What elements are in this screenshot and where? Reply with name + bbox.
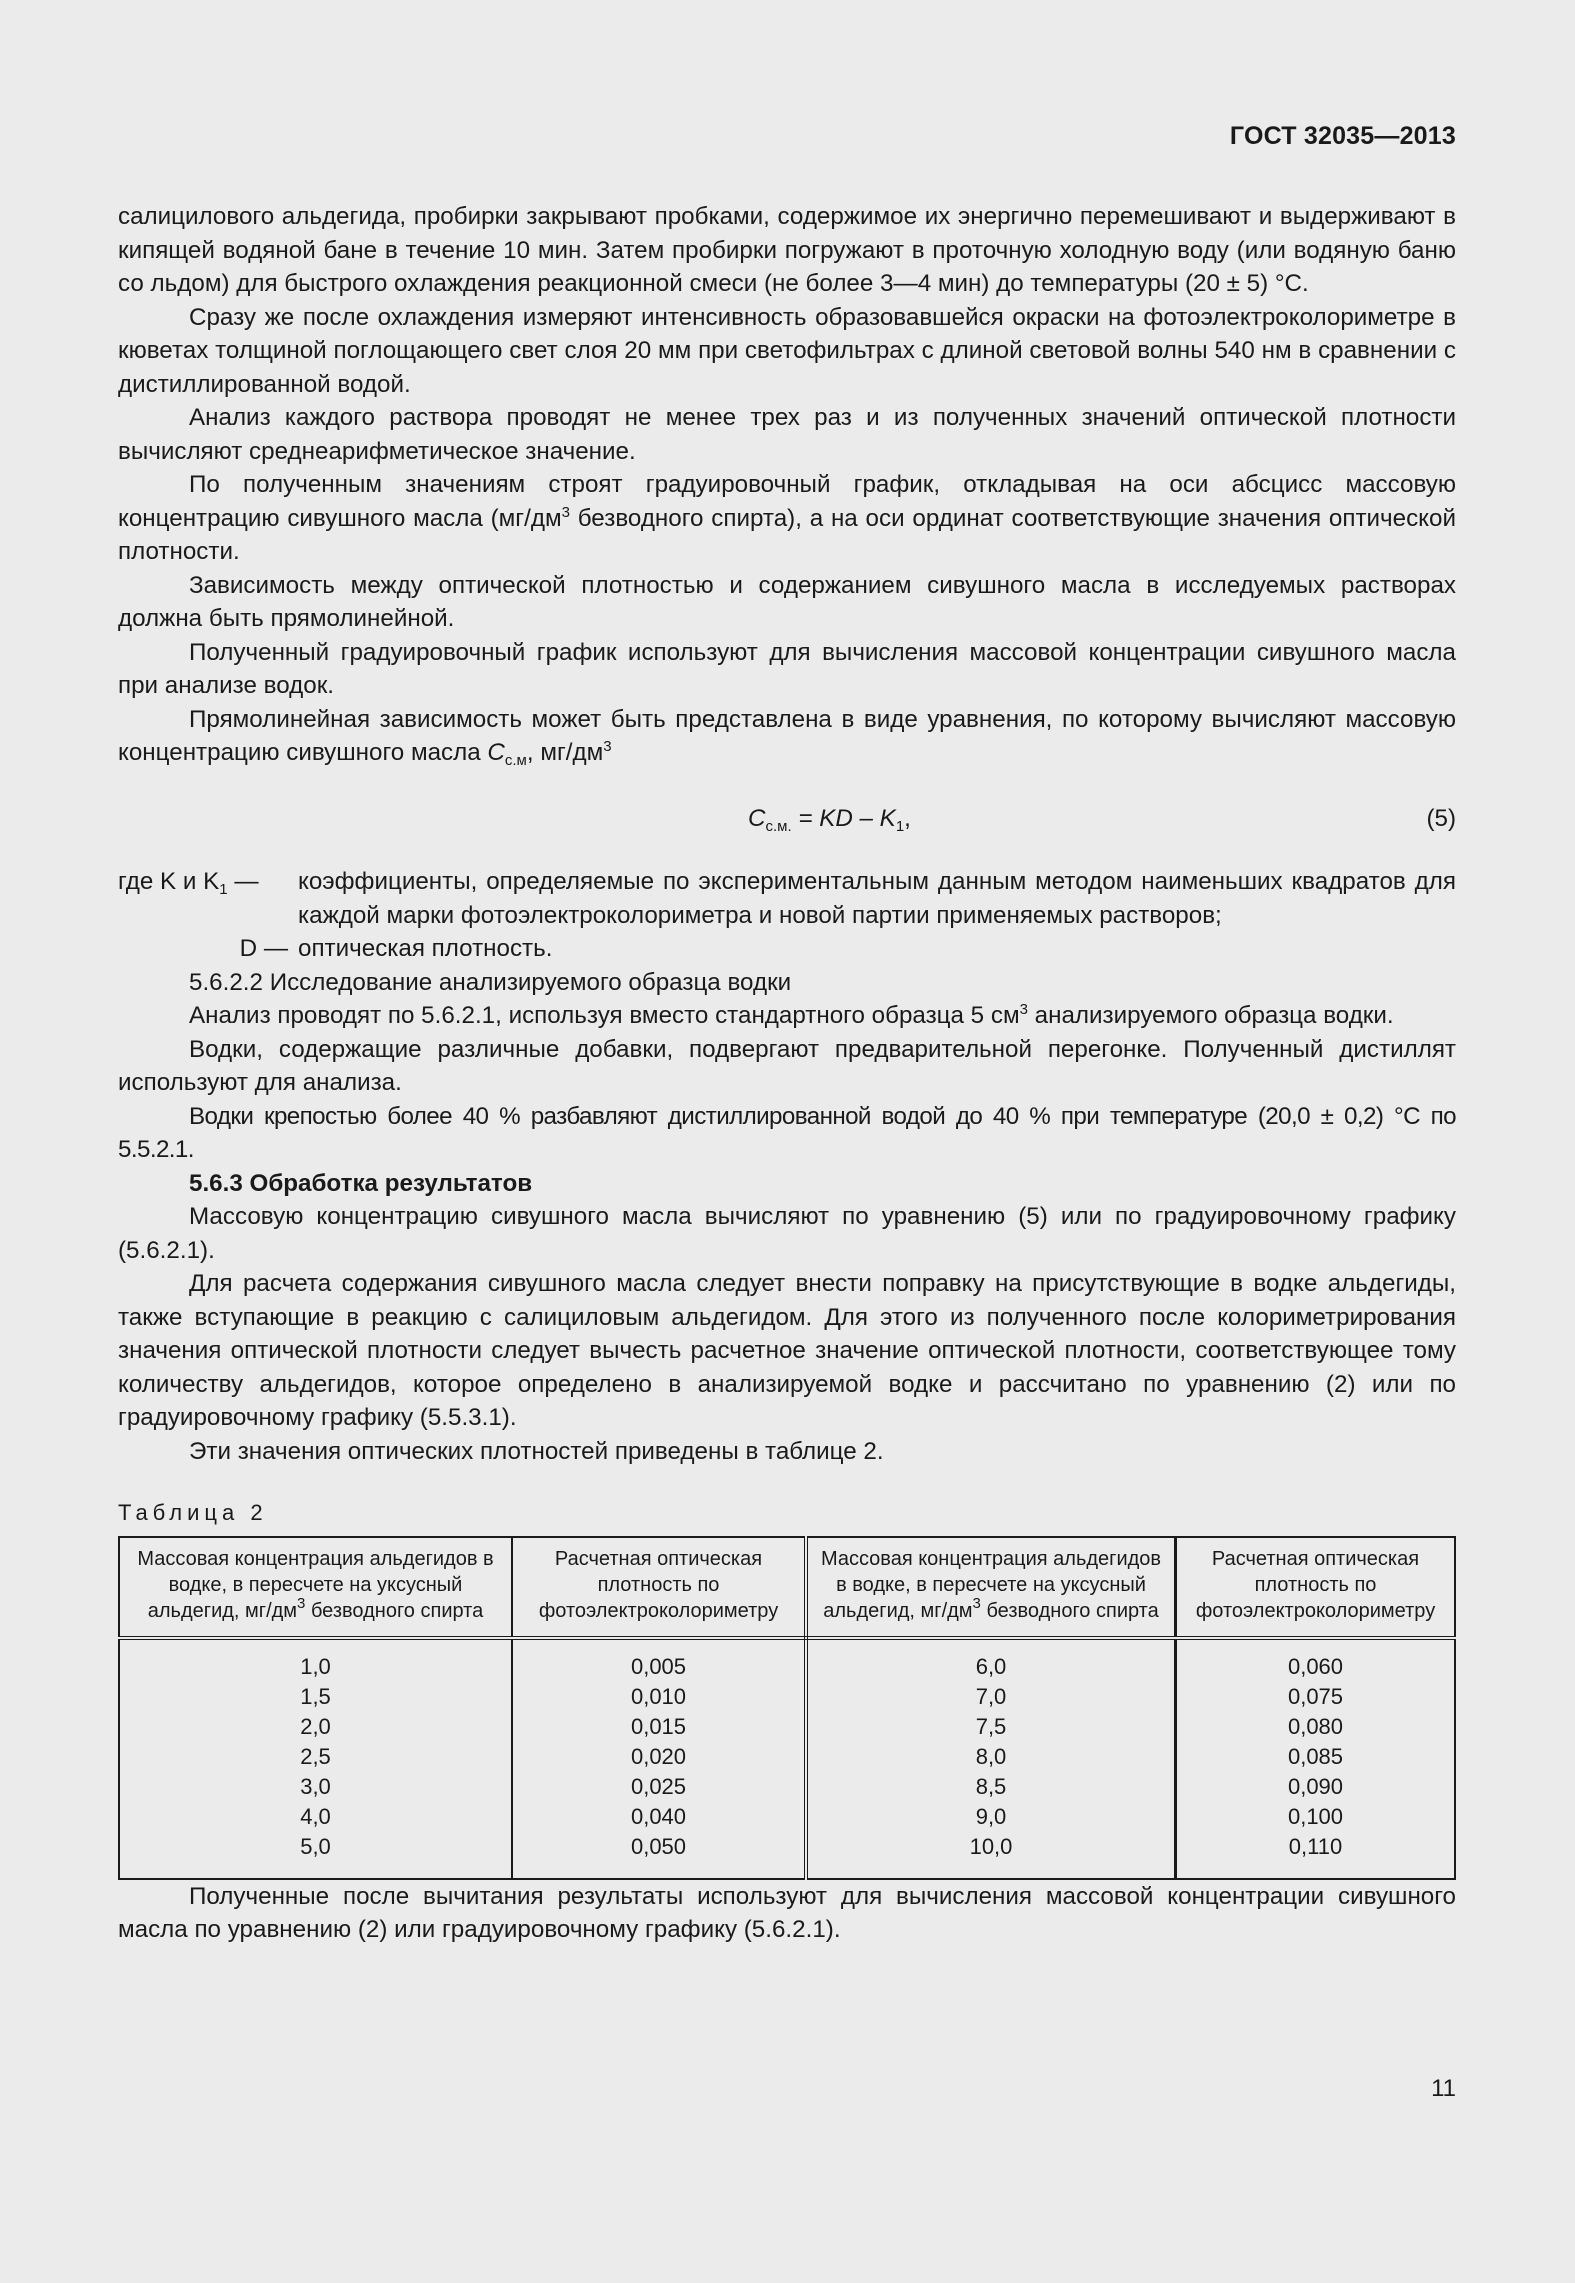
text-run: — [227,868,259,895]
column-header: Расчетная оптическая плотность по фотоэлектроколориметру [512,1537,806,1638]
table-cell-value: 6,0 [975,1653,1007,1679]
page-header: ГОСТ 32035—2013 [1229,122,1456,150]
superscript: 3 [1019,1001,1028,1018]
subscript: с.м [504,752,527,769]
formula-end: , [904,804,911,832]
table-header-row [119,1537,1455,1638]
definition-symbol: D — [239,935,288,962]
text-run: безводного спирта [980,1599,1159,1622]
data-table [118,1536,1456,1880]
paragraph: Водки крепостью более 40 % разбавляют дистиллированной водой до 40 % при температуре (20,0 ± 0,2) °С по 5.5.2.1. [118,1102,1456,1163]
paragraph: Для расчета содержания сивушного масла следует внести поправку на присутствующие в водке альдегиды, также вступающие в реакцию с салициловым альдегидом. Для этого из полученного после колориметрирования значения оптической плотности следует вычесть расчетное значение оптической плотности, соответствующее тому количеству альдегидов, которое определено в анализируемой водке и рассчитано по уравнению (2) или по градуировочному графику (5.5.3.1). [118,1270,1456,1431]
table-cell-value: 4,0 [300,1803,331,1829]
table-cell-value: 0,025 [630,1773,687,1799]
paragraph: Массовую концентрацию сивушного масла вычисляют по уравнению (5) или по градуировочному графику (5.6.2.1). [118,1203,1456,1264]
text-run: Массовая концентрация альдегидов в водке, в пересчете на уксусный альдегид, мг/дм [820,1547,1162,1622]
table-cell-value: 0,085 [1287,1743,1344,1769]
text-run: , мг/дм [526,739,604,766]
table-cell-value: 0,005 [630,1653,687,1679]
superscript: 3 [972,1594,981,1612]
text-run: где K и K [118,868,220,895]
text-run: Анализ проводят по 5.6.2.1, используя вместо стандартного образца 5 см [189,1002,1020,1029]
formula-subscript: с.м. [765,817,792,835]
definition-text: оптическая плотность. [298,935,553,962]
table-cell-value: 1,0 [300,1653,331,1679]
paragraph: Полученные после вычитания результаты используют для вычисления массовой концентрации сивушного масла по уравнению (2) или градуировочному графику (5.6.2.1). [118,1882,1456,1943]
table-cell-value: 7,0 [975,1683,1007,1709]
document-body [118,200,1456,1947]
paragraph: салицилового альдегида, пробирки закрывают пробками, содержимое их энергично перемешивают и выдерживают в кипящей водяной бане в течение 10 мин. Затем пробирки погружают в проточную холодную воду (или водяную баню со льдом) для быстрого охлаждения реакционной смеси (не более 3—4 мин) до температуры (20 ± 5) °С. [118,203,1456,297]
table-cell-value: 0,015 [630,1713,687,1739]
table-cell-value: 5,0 [300,1833,331,1859]
table-cell-value: 0,110 [1288,1833,1343,1859]
formula-row [118,802,1456,836]
section-heading: 5.6.2.2 Исследование анализируемого образца водки [189,968,792,996]
column-header [119,1537,512,1638]
page-number: 11 [1431,2075,1456,2102]
table-cell-value: 10,0 [969,1833,1013,1859]
text-run: По полученным значениям строят градуировочный график, откладывая на оси абсцисс массовую концентрацию сивушного масла (мг/дм [118,471,1456,532]
table-cell-value: 0,040 [630,1803,687,1829]
subscript: 1 [219,881,228,898]
table-cell-value: 0,090 [1287,1773,1344,1799]
table-cell-col2 [512,1638,806,1879]
formula [748,802,911,836]
text-run: Массовая концентрация альдегидов в водке, в пересчете на уксусный альдегид, мг/дм [137,1547,494,1622]
superscript: 3 [561,503,570,521]
formula-subscript: 1 [895,817,905,835]
text-run: безводного спирта), а на оси ординат соответствующие значения оптической плотности. [118,504,1456,565]
table-cell-value: 8,5 [975,1773,1007,1799]
variable: C [487,739,505,766]
paragraph: Эти значения оптических плотностей приведены в таблице 2. [189,1437,884,1465]
table-cell-value: 7,5 [975,1713,1007,1739]
table-cell-value: 0,060 [1287,1653,1344,1679]
table-cell-value: 0,020 [630,1743,687,1769]
table-cell-value: 3,0 [300,1773,331,1799]
paragraph [118,468,1456,569]
table-cell-col3 [806,1638,1176,1879]
formula-variable: C [748,804,766,832]
table-cell-col4 [1176,1638,1456,1879]
table-cell-value: 0,100 [1287,1803,1344,1829]
definition-symbol [118,865,298,932]
superscript: 3 [297,1594,306,1612]
definitions-list [118,865,1456,966]
text-run: анализируемого образца водки. [1027,1002,1394,1029]
definition-text: коэффициенты, определяемые по экспериментальным данным методом наименьших квадратов для каждой марки фотоэлектроколориметра и новой партии применяемых растворов; [298,868,1456,929]
paragraph [118,999,1456,1033]
table-cell-col1 [119,1638,512,1879]
table-cell-value: 1,5 [300,1683,331,1709]
superscript: 3 [603,738,612,755]
table-cell-value: 2,5 [300,1743,331,1769]
text-run: Прямолинейная зависимость может быть представлена в виде уравнения, по которому вычисляют массовую концентрацию сивушного масла [118,705,1456,766]
column-header: Расчетная оптическая плотность по фотоэлектроколориметру [1176,1537,1456,1638]
column-header [806,1537,1176,1638]
paragraph: Полученный градуировочный график используют для вычисления массовой концентрации сивушного масла при анализе водок. [118,638,1456,699]
table-cell-value: 0,050 [630,1833,687,1859]
table-cell-value: 0,080 [1287,1713,1344,1739]
table-cell-value: 0,010 [630,1683,687,1709]
formula-expression: = KD – K [791,804,896,832]
paragraph: Анализ каждого раствора проводят не менее трех раз и из полученных значений оптической плотности вычисляют среднеарифметическое значение. [118,404,1456,465]
paragraph: Зависимость между оптической плотностью и содержанием сивушного масла в исследуемых растворах должна быть прямолинейной. [118,571,1456,632]
table-cell-value: 2,0 [300,1713,331,1739]
section-heading: 5.6.3 Обработка результатов [189,1169,533,1197]
table-cell-value: 0,075 [1287,1683,1344,1709]
table-caption: Таблица 2 [118,1500,268,1525]
text-run: безводного спирта [305,1599,484,1622]
paragraph: Сразу же после охлаждения измеряют интенсивность образовавшейся окраски на фотоэлектроколориметре в кюветах толщиной поглощающего свет слоя 20 мм при светофильтрах с длиной световой волны 540 нм в сравнении с дистиллированной водой. [118,303,1456,398]
paragraph [118,703,1456,770]
table-cell-value: 9,0 [975,1803,1007,1829]
paragraph: Водки, содержащие различные добавки, подвергают предварительной перегонке. Полученный дистиллят используют для анализа. [118,1035,1456,1096]
table-cell-value: 8,0 [975,1743,1007,1769]
table-row [119,1638,1455,1879]
equation-number: (5) [1426,804,1456,832]
